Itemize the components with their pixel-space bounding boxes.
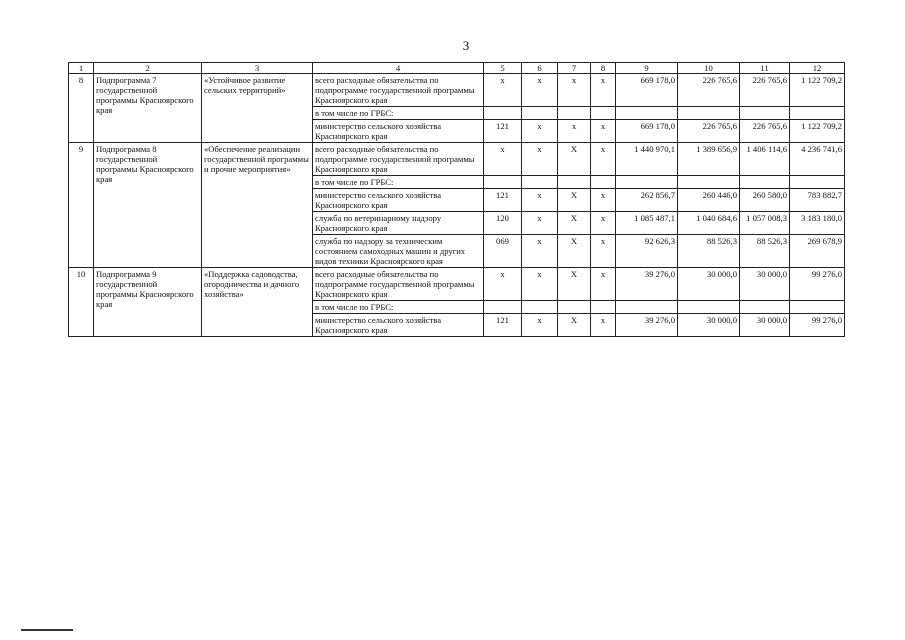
cell-col8 <box>591 176 616 189</box>
grbs-code: 121 <box>484 189 522 212</box>
amount-col10: 30 000,0 <box>678 314 740 337</box>
amount-col9: 1 085 487,1 <box>616 212 678 235</box>
amount-col12: 269 678,9 <box>790 235 845 268</box>
table-row <box>69 74 845 107</box>
amount-col10: 30 000,0 <box>678 268 740 301</box>
obligation-label: служба по ветеринарному надзору Красноярского края <box>313 212 484 235</box>
subprogram-title: «Поддержка садоводства, огородничества и дачного хозяйства» <box>202 268 313 337</box>
budget-table <box>68 62 845 337</box>
amount-col11: 1 057 008,3 <box>740 212 790 235</box>
obligation-label: в том числе по ГРБС: <box>313 107 484 120</box>
amount-col10: 88 526,3 <box>678 235 740 268</box>
column-number: 12 <box>790 63 845 74</box>
cell-col7: Х <box>558 143 591 176</box>
grbs-code <box>484 301 522 314</box>
cell-col7 <box>558 176 591 189</box>
amount-col12 <box>790 301 845 314</box>
grbs-code: х <box>484 268 522 301</box>
amount-col11: 88 526,3 <box>740 235 790 268</box>
amount-col9 <box>616 176 678 189</box>
column-number: 1 <box>69 63 94 74</box>
amount-col9: 669 178,0 <box>616 120 678 143</box>
cell-col7: Х <box>558 268 591 301</box>
cell-col8: х <box>591 120 616 143</box>
grbs-code <box>484 107 522 120</box>
column-number: 10 <box>678 63 740 74</box>
amount-col11: 30 000,0 <box>740 314 790 337</box>
amount-col10: 226 765,6 <box>678 120 740 143</box>
column-number: 7 <box>558 63 591 74</box>
row-number: 8 <box>69 74 94 143</box>
grbs-code: 069 <box>484 235 522 268</box>
row-number: 10 <box>69 268 94 337</box>
amount-col9 <box>616 301 678 314</box>
cell-col6: х <box>522 314 558 337</box>
amount-col12: 3 183 180,0 <box>790 212 845 235</box>
obligation-label: в том числе по ГРБС: <box>313 176 484 189</box>
grbs-code: х <box>484 74 522 107</box>
page-number: 3 <box>462 38 470 53</box>
obligation-label: министерство сельского хозяйства Красноярского края <box>313 120 484 143</box>
cell-col6: х <box>522 235 558 268</box>
column-number: 6 <box>522 63 558 74</box>
cell-col6 <box>522 301 558 314</box>
cell-col8: х <box>591 314 616 337</box>
amount-col12: 99 276,0 <box>790 314 845 337</box>
table-row <box>69 268 845 301</box>
amount-col11: 226 765,6 <box>740 74 790 107</box>
cell-col6 <box>522 107 558 120</box>
cell-col7 <box>558 107 591 120</box>
amount-col12: 99 276,0 <box>790 268 845 301</box>
amount-col12 <box>790 107 845 120</box>
obligation-label: всего расходные обязательства по подпрограмме государственной программы Красноярского края <box>313 143 484 176</box>
column-number: 4 <box>313 63 484 74</box>
amount-col10: 1 389 656,9 <box>678 143 740 176</box>
cell-col8 <box>591 301 616 314</box>
grbs-code: 120 <box>484 212 522 235</box>
amount-col12: 1 122 709,2 <box>790 74 845 107</box>
amount-col9: 92 626,3 <box>616 235 678 268</box>
cell-col6: х <box>522 120 558 143</box>
amount-col11 <box>740 301 790 314</box>
subprogram-title: «Обеспечение реализации государственной программы и прочие мероприятия» <box>202 143 313 268</box>
cell-col6: х <box>522 268 558 301</box>
cell-col6 <box>522 176 558 189</box>
obligation-label: министерство сельского хозяйства Красноярского края <box>313 314 484 337</box>
column-number: 8 <box>591 63 616 74</box>
cell-col7: Х <box>558 212 591 235</box>
cell-col7: Х <box>558 314 591 337</box>
page-footer-rule <box>21 629 73 631</box>
column-number: 11 <box>740 63 790 74</box>
amount-col12: 4 236 741,6 <box>790 143 845 176</box>
cell-col7 <box>558 301 591 314</box>
cell-col7: х <box>558 120 591 143</box>
column-numbers-row <box>69 63 845 74</box>
obligation-label: всего расходные обязательства по подпрограмме государственной программы Красноярского края <box>313 268 484 301</box>
grbs-code: х <box>484 143 522 176</box>
cell-col8: х <box>591 143 616 176</box>
subprogram-name: Подпрограмма 9 государственной программы Красноярского края <box>94 268 202 337</box>
table-header <box>69 63 845 74</box>
obligation-label: министерство сельского хозяйства Красноярского края <box>313 189 484 212</box>
column-number: 3 <box>202 63 313 74</box>
row-number: 9 <box>69 143 94 268</box>
amount-col9 <box>616 107 678 120</box>
subprogram-title: «Устойчивое развитие сельских территорий» <box>202 74 313 143</box>
amount-col9: 39 276,0 <box>616 314 678 337</box>
grbs-code: 121 <box>484 120 522 143</box>
amount-col9: 262 856,7 <box>616 189 678 212</box>
subprogram-name: Подпрограмма 8 государственной программы Красноярского края <box>94 143 202 268</box>
amount-col10 <box>678 107 740 120</box>
cell-col8 <box>591 107 616 120</box>
cell-col6: х <box>522 212 558 235</box>
column-number: 5 <box>484 63 522 74</box>
amount-col12: 783 882,7 <box>790 189 845 212</box>
cell-col6: х <box>522 143 558 176</box>
column-number: 2 <box>94 63 202 74</box>
amount-col10 <box>678 301 740 314</box>
amount-col10: 1 040 684,6 <box>678 212 740 235</box>
subprogram-name: Подпрограмма 7 государственной программы Красноярского края <box>94 74 202 143</box>
amount-col9: 669 178,0 <box>616 74 678 107</box>
cell-col7: Х <box>558 189 591 212</box>
amount-col12: 1 122 709,2 <box>790 120 845 143</box>
cell-col8: х <box>591 212 616 235</box>
cell-col7: х <box>558 74 591 107</box>
obligation-label: всего расходные обязательства по подпрограмме государственной программы Красноярского края <box>313 74 484 107</box>
amount-col10 <box>678 176 740 189</box>
amount-col12 <box>790 176 845 189</box>
amount-col11: 260 580,0 <box>740 189 790 212</box>
cell-col8: х <box>591 74 616 107</box>
table-body <box>69 74 845 337</box>
amount-col11: 30 000,0 <box>740 268 790 301</box>
cell-col7: Х <box>558 235 591 268</box>
amount-col11: 226 765,6 <box>740 120 790 143</box>
obligation-label: служба по надзору за техническим состоянием самоходных машин и других видов техники Красноярского края <box>313 235 484 268</box>
amount-col11 <box>740 176 790 189</box>
amount-col11 <box>740 107 790 120</box>
cell-col8: х <box>591 189 616 212</box>
obligation-label: в том числе по ГРБС: <box>313 301 484 314</box>
amount-col11: 1 406 114,6 <box>740 143 790 176</box>
amount-col10: 226 765,6 <box>678 74 740 107</box>
grbs-code: 121 <box>484 314 522 337</box>
amount-col9: 1 440 970,1 <box>616 143 678 176</box>
amount-col10: 260 446,0 <box>678 189 740 212</box>
cell-col6: х <box>522 189 558 212</box>
amount-col9: 39 276,0 <box>616 268 678 301</box>
grbs-code <box>484 176 522 189</box>
cell-col8: х <box>591 268 616 301</box>
column-number: 9 <box>616 63 678 74</box>
cell-col6: х <box>522 74 558 107</box>
cell-col8: х <box>591 235 616 268</box>
table-row <box>69 143 845 176</box>
